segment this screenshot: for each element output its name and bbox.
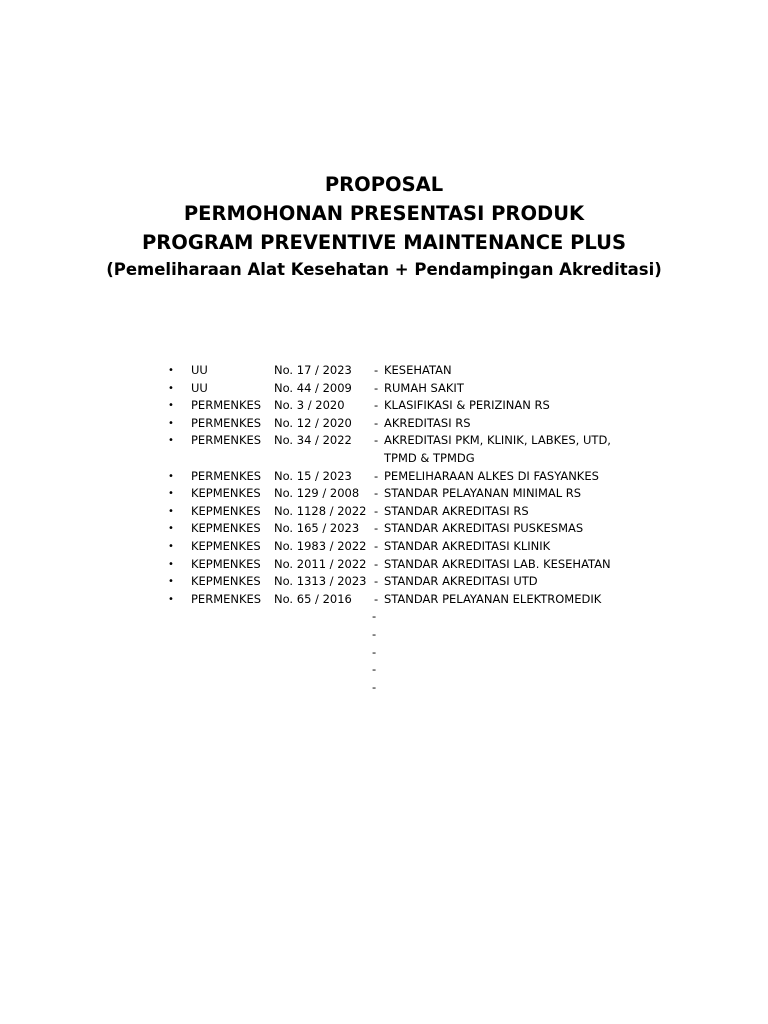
regulation-item	[165, 520, 635, 538]
bullet-icon: •	[168, 400, 174, 412]
regulation-number: No. 1983 / 2022	[274, 538, 367, 553]
dash-separator: -	[374, 503, 379, 518]
regulation-subject-text: STANDAR PELAYANAN MINIMAL RS	[384, 486, 582, 501]
regulation-subject	[384, 520, 624, 538]
bullet-icon: •	[168, 558, 174, 570]
dash-separator: -	[374, 574, 379, 589]
empty-dash-line: -	[372, 662, 377, 677]
empty-dash-line: -	[372, 626, 377, 641]
regulation-item	[165, 573, 635, 591]
bullet-icon: •	[168, 523, 174, 535]
regulation-item	[165, 591, 635, 609]
document-title-block	[0, 170, 768, 283]
regulation-item	[165, 415, 635, 433]
regulation-subject-text: KLASIFIKASI & PERIZINAN RS	[384, 398, 550, 413]
dash-separator: -	[374, 556, 379, 571]
title-program: PROGRAM PREVENTIVE MAINTENANCE PLUS	[141, 231, 627, 254]
regulation-subject-text: STANDAR AKREDITASI LAB. KESEHATAN	[384, 556, 611, 571]
regulation-subject-text: STANDAR AKREDITASI PUSKESMAS	[384, 521, 584, 536]
regulation-subject-text: AKREDITASI RS	[384, 415, 471, 430]
regulation-item	[165, 485, 635, 503]
regulation-subject	[384, 485, 624, 503]
regulation-item	[165, 362, 635, 380]
regulation-item	[165, 556, 635, 574]
empty-dash-line: -	[372, 609, 377, 624]
dash-separator: -	[374, 521, 379, 536]
regulation-subject-continuation: TPMD & TPMDG	[384, 450, 475, 465]
regulation-list	[165, 362, 635, 696]
regulation-item	[165, 380, 635, 398]
regulation-subject	[384, 432, 624, 467]
bullet-icon: •	[168, 435, 174, 447]
title-proposal: PROPOSAL	[324, 173, 444, 196]
regulation-type: KEPMENKES	[191, 521, 261, 536]
regulation-subject-text: STANDAR AKREDITASI KLINIK	[384, 538, 551, 553]
regulation-number: No. 3 / 2020	[274, 398, 345, 413]
regulation-subject	[384, 573, 624, 591]
regulation-subject	[384, 556, 624, 574]
bullet-icon: •	[168, 470, 174, 482]
regulation-number: No. 15 / 2023	[274, 468, 352, 483]
regulation-item	[165, 468, 635, 486]
regulation-type: UU	[191, 380, 208, 395]
regulation-number: No. 1128 / 2022	[274, 503, 367, 518]
dash-separator: -	[374, 538, 379, 553]
regulation-type: PERMENKES	[191, 591, 262, 606]
regulation-type: KEPMENKES	[191, 486, 261, 501]
regulation-type: PERMENKES	[191, 415, 262, 430]
regulation-subject	[384, 538, 624, 556]
bullet-icon: •	[168, 505, 174, 517]
title-subtitle: (Pemeliharaan Alat Kesehatan + Pendampingan Akreditasi)	[106, 260, 662, 279]
regulation-item	[165, 397, 635, 415]
bullet-icon: •	[168, 417, 174, 429]
regulation-subject	[384, 415, 624, 433]
bullet-icon: •	[168, 365, 174, 376]
regulation-number: No. 1313 / 2023	[274, 574, 367, 589]
regulation-subject-text: STANDAR AKREDITASI UTD	[384, 574, 538, 589]
regulation-subject-text: PEMELIHARAAN ALKES DI FASYANKES	[384, 468, 599, 483]
regulation-subject-text: STANDAR PELAYANAN ELEKTROMEDIK	[384, 591, 602, 606]
dash-separator: -	[374, 415, 379, 430]
regulation-subject	[384, 503, 624, 521]
title-request: PERMOHONAN PRESENTASI PRODUK	[183, 202, 585, 225]
empty-dash-line: -	[372, 679, 377, 694]
regulation-item	[165, 503, 635, 521]
regulation-type: PERMENKES	[191, 398, 262, 413]
regulation-number: No. 65 / 2016	[274, 591, 352, 606]
regulation-number: No. 44 / 2009	[274, 380, 352, 395]
regulation-subject	[384, 397, 624, 415]
regulation-number: No. 34 / 2022	[274, 433, 352, 448]
regulation-number: No. 12 / 2020	[274, 415, 352, 430]
regulation-type: KEPMENKES	[191, 556, 261, 571]
regulation-number: No. 17 / 2023	[274, 363, 352, 377]
bullet-icon: •	[168, 382, 174, 394]
regulation-subject	[384, 468, 624, 486]
dash-separator: -	[374, 486, 379, 501]
dash-separator: -	[374, 591, 379, 606]
regulation-subject	[384, 591, 624, 609]
regulation-type: KEPMENKES	[191, 503, 261, 518]
regulation-number: No. 165 / 2023	[274, 521, 360, 536]
dash-separator: -	[374, 363, 379, 377]
regulation-number: No. 2011 / 2022	[274, 556, 367, 571]
dash-separator: -	[374, 398, 379, 413]
regulation-type: PERMENKES	[191, 468, 262, 483]
regulation-type: UU	[191, 363, 208, 377]
regulation-subject-text: KESEHATAN	[384, 363, 452, 377]
regulation-subject-text: RUMAH SAKIT	[384, 380, 464, 395]
dash-separator: -	[374, 433, 379, 448]
empty-dash-line: -	[372, 644, 377, 659]
bullet-icon: •	[168, 576, 174, 588]
regulation-subject	[384, 380, 624, 398]
bullet-icon: •	[168, 488, 174, 500]
regulation-number: No. 129 / 2008	[274, 486, 360, 501]
regulation-type: KEPMENKES	[191, 574, 261, 589]
dash-separator: -	[374, 468, 379, 483]
regulation-item	[165, 432, 635, 467]
regulation-subject-text: STANDAR AKREDITASI RS	[384, 503, 529, 518]
dash-separator: -	[374, 380, 379, 395]
regulation-item	[165, 538, 635, 556]
regulation-subject	[384, 362, 624, 380]
bullet-icon: •	[168, 540, 174, 552]
regulation-type: PERMENKES	[191, 433, 262, 448]
regulation-subject-text: AKREDITASI PKM, KLINIK, LABKES, UTD,	[384, 433, 611, 448]
bullet-icon: •	[168, 593, 174, 605]
regulation-type: KEPMENKES	[191, 538, 261, 553]
